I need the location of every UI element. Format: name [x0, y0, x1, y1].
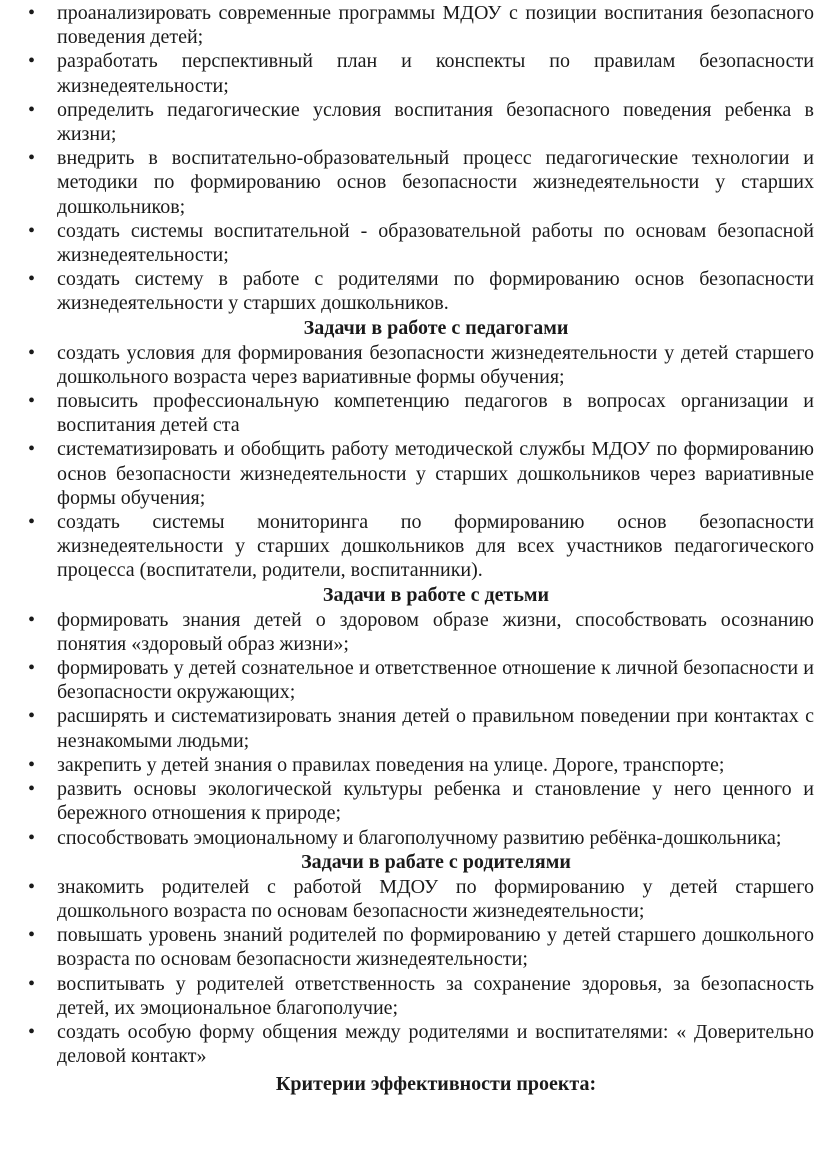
section-heading-parents: Задачи в рабате с родителями [301, 850, 571, 873]
list-item: • создать особую форму общения между родителями и воспитателями: « Доверительно деловой контакт» [28, 1020, 814, 1068]
list-item: • повысить профессиональную компетенцию педагогов в вопросах организации и воспитания детей ста [28, 390, 814, 437]
teachers-tasks-list [0, 341, 816, 583]
bullet-icon: • [28, 753, 36, 776]
bullet-icon: • [28, 390, 36, 413]
section-heading-children: Задачи в работе с детьми [322, 583, 550, 606]
bullet-icon: • [28, 511, 36, 534]
bullet-icon: • [28, 924, 36, 947]
bullet-icon: • [28, 268, 36, 291]
bullet-icon: • [28, 2, 36, 24]
list-item: • расширять и систематизировать знания детей о правильном поведении при контактах с незнакомыми людьми; [28, 705, 814, 752]
bullet-icon: • [28, 50, 36, 73]
bullet-icon: • [28, 826, 36, 849]
list-item: • внедрить в воспитательно-образовательный процесс педагогические технологии и методики по формированию основ безопасности жизнедеятельности у старших дошкольников; [28, 147, 814, 218]
bullet-icon: • [28, 875, 36, 898]
bullet-icon: • [28, 705, 36, 728]
bullet-icon: • [28, 341, 36, 364]
list-item: • способствовать эмоциональному и благополучному развитию ребёнка-дошкольника; [28, 826, 782, 849]
bullet-icon: • [28, 778, 36, 801]
list-item: • закрепить у детей знания о правилах поведения на улице. Дороге, транспорте; [28, 753, 725, 776]
list-item: • формировать знания детей о здоровом образе жизни, способствовать осознанию понятия «здоровый образ жизни»; [28, 608, 814, 655]
list-item: • воспитывать у родителей ответственность за сохранение здоровья, за безопасность детей, их эмоциональное благополучие; [28, 972, 814, 1019]
parents-tasks-list [0, 875, 816, 1069]
section-heading-teachers: Задачи в работе с педагогами [303, 316, 569, 339]
bullet-icon: • [28, 98, 36, 121]
list-item: • создать условия для формирования безопасности жизнедеятельности у детей старшего дошкольного возраста через вариативные формы обучения; [28, 341, 814, 388]
list-item: • систематизировать и обобщить работу методической службы МДОУ по формированию основ безопасности жизнедеятельности у старших дошкольников через вариативные формы обучения; [28, 438, 814, 509]
bullet-icon: • [28, 657, 36, 680]
list-item: • создать системы воспитательной - образовательной работы по основам безопасной жизнедеятельности; [28, 219, 814, 267]
list-item: • формировать у детей сознательное и ответственное отношение к личной безопасности и безопасности окружающих; [28, 657, 814, 704]
list-item: • разработать перспективный план и конспекты по правилам безопасности жизнедеятельности; [28, 50, 814, 97]
list-item: • создать системы мониторинга по формированию основ безопасности жизнедеятельности у старших дошкольников для всех участников педагогического процесса (воспитатели, родители, воспитанники). [28, 511, 814, 582]
criteria-heading: Критерии эффективности проекта: [275, 1073, 597, 1096]
bullet-icon: • [28, 219, 36, 242]
bullet-icon: • [28, 147, 36, 170]
list-item: • знакомить родителей с работой МДОУ по формированию у детей старшего дошкольного возраста по основам безопасности жизнедеятельности; [28, 875, 814, 922]
bullet-icon: • [28, 438, 36, 461]
bullet-icon: • [28, 1020, 36, 1043]
list-item: • проанализировать современные программы МДОУ с позиции воспитания безопасного поведения детей; [28, 2, 814, 49]
list-item: • развить основы экологической культуры ребенка и становление у него ценного и бережного отношения к природе; [28, 778, 814, 825]
bullet-icon: • [28, 972, 36, 995]
list-item: • определить педагогические условия воспитания безопасного поведения ребенка в жизни; [28, 98, 814, 146]
bullet-icon: • [28, 608, 36, 631]
children-tasks-list [0, 608, 816, 850]
list-item: • создать систему в работе с родителями по формированию основ безопасности жизнедеятельности у старших дошкольников. [28, 268, 814, 315]
list-item: • повышать уровень знаний родителей по формированию у детей старшего дошкольного возраста по основам безопасности жизнедеятельности; [28, 924, 814, 971]
goals-list [0, 1, 816, 316]
